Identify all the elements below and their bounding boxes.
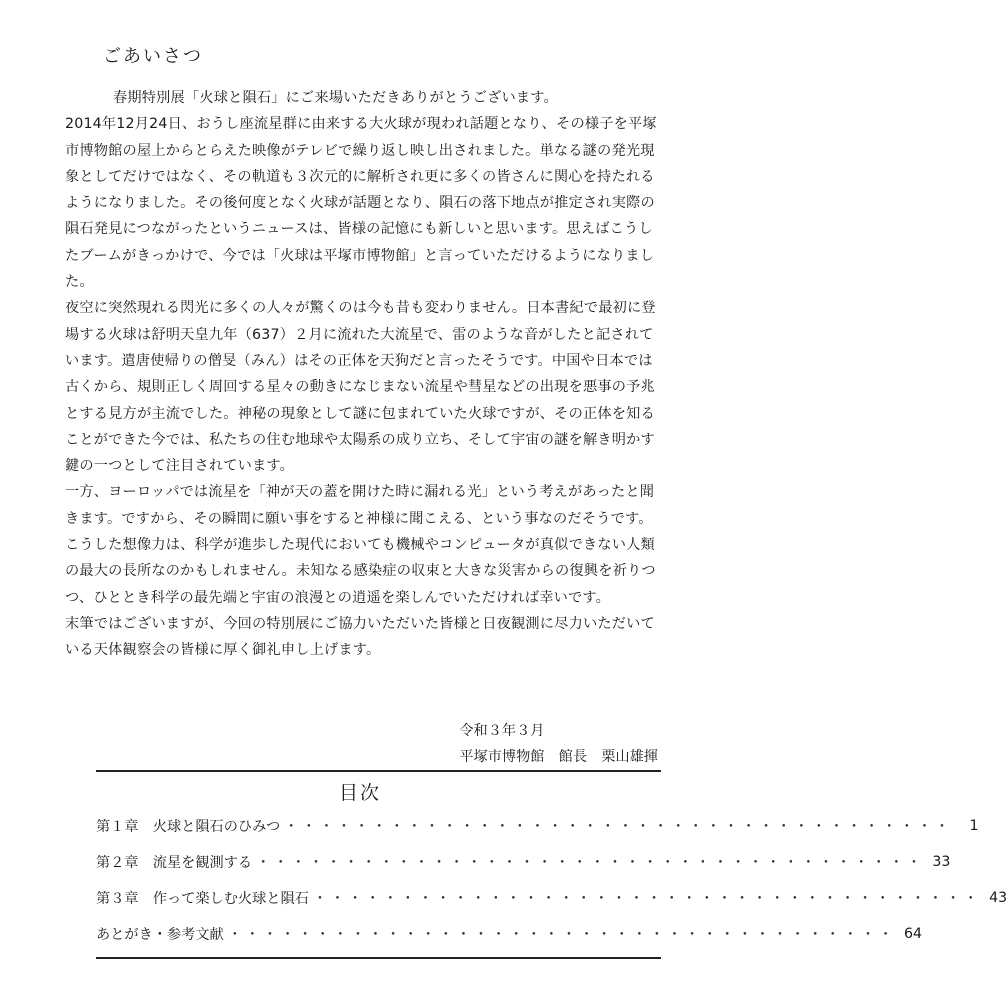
greeting-paragraph: 2014年12月24日、おうし座流星群に由来する大火球が現われ話題となり、その様子を平塚市博物館の屋上からとらえた映像がテレビで繰り返し映し出されました。単なる謎の発光現象としてだけではなく、その軌道も３次元的に解析され更に多くの皆さんに関心を持たれるようになりました。その後何度となく火球が話題となり、隕石の落下地点が推定され実際の隕石発見につながったというニュースは、皆様の記憶にも新しいと思います。思えばこうしたブームがきっかけで、今では「火球は平塚市博物館」と言っていただけるようになりました。 (65, 116, 657, 291)
greeting-paragraph: 夜空に突然現れる閃光に多くの人々が驚くのは今も昔も変わりません。日本書紀で最初に登場する火球は舒明天皇九年（637）２月に流れた大流星で、雷のような音がしたと記されています。遣唐使帰りの僧旻（みん）はその正体を天狗だと言ったそうです。中国や日本では古くから、規則正しく周回する星々の動きになじまない流星や彗星などの出現を悪事の予兆とする見方が主流でした。神秘の現象として謎に包まれていた火球ですが、その正体を知ることができた今では、私たちの住む地球や太陽系の成り立ち、そして宇宙の謎を解き明かす鍵の一つとして注目されています。 (65, 300, 656, 475)
table-of-contents (96, 808, 1007, 952)
greeting-paragraph: 一方、ヨーロッパでは流星を「神が天の蓋を開けた時に漏れる光」という考えがあったと聞きます。ですから、その瞬間に願い事をすると神様に聞こえる、という事なのだそうです。こうした想像力は、科学が進歩した現代においても機械やコンピュータが真似できない人類の最大の長所なのかもしれません。未知なる感染症の収束と大きな災害からの復興を祈りつつ、ひととき科学の最先端と宇宙の浪漫との逍遥を楽しんでいただければ幸いです。 (65, 484, 656, 606)
signature-name: 平塚市博物館 館長 栗山雄揮 (459, 749, 658, 765)
toc-heading: 目次 (338, 782, 381, 804)
toc-title: 火球と隕石のひみつ (152, 819, 281, 835)
toc-page-number: 1 (969, 818, 979, 834)
toc-entry (96, 844, 951, 880)
signature-date: 令和３年３月 (459, 723, 545, 739)
toc-page-number: 64 (903, 926, 923, 942)
toc-title: 作って楽しむ火球と隕石 (152, 891, 309, 907)
toc-title: あとがき・参考文献 (96, 927, 224, 943)
dot-leader: ・・・・・・・・・・・・・・・・・・・・・・・・・・・・・・・・・・・・・・ (256, 855, 925, 871)
toc-chapter: 第１章 (96, 819, 153, 835)
signature-block (459, 718, 658, 770)
greeting-paragraph: 末筆ではございますが、今回の特別展にご協力いただいた皆様と日夜観測に尽力いただいている天体観察会の皆様に厚く御礼申し上げます。 (65, 615, 655, 659)
toc-chapter: 第３章 (96, 891, 153, 907)
toc-entry (96, 880, 1007, 916)
toc-entry (96, 808, 979, 844)
toc-title: 流星を観測する (152, 855, 253, 871)
divider-bottom (96, 957, 661, 959)
toc-chapter: 第２章 (96, 855, 153, 871)
greeting-paragraph: 春期特別展「火球と隕石」にご来場いただきありがとうございます。 (113, 90, 558, 106)
toc-entry (96, 916, 923, 952)
dot-leader: ・・・・・・・・・・・・・・・・・・・・・・・・・・・・・・・・・・・・・・ (227, 927, 897, 943)
greeting-body (65, 85, 665, 664)
dot-leader: ・・・・・・・・・・・・・・・・・・・・・・・・・・・・・・・・・・・・・・ (284, 819, 953, 835)
divider-top (96, 770, 661, 772)
greeting-heading: ごあいさつ (103, 46, 203, 67)
toc-page-number: 33 (932, 854, 951, 870)
dot-leader: ・・・・・・・・・・・・・・・・・・・・・・・・・・・・・・・・・・・・・・ (312, 891, 982, 907)
toc-page-number: 43 (989, 890, 1007, 906)
